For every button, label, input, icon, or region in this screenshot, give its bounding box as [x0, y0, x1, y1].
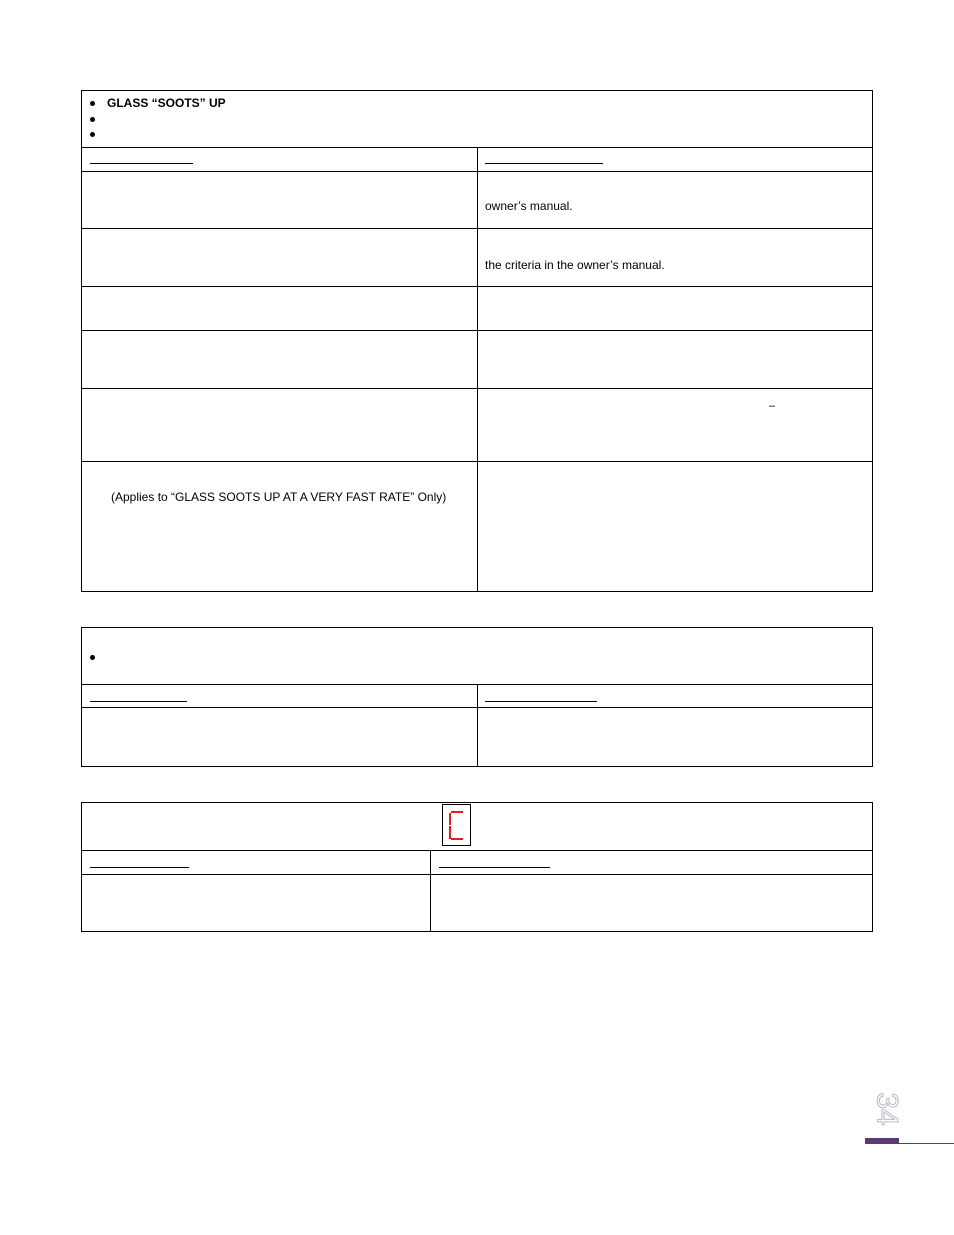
troubleshooting-table-glass-soots: [81, 90, 873, 592]
segment-upper-left: [449, 813, 451, 825]
display-code-c-icon: [442, 804, 471, 846]
remedy-header-underline: [485, 163, 603, 164]
bullet-icon: [90, 655, 95, 660]
row-divider: [82, 461, 872, 462]
cause-header-underline: [90, 701, 187, 702]
page-number-graphic: [866, 1086, 908, 1132]
symptom-text: GLASS “SOOTS” UP: [107, 96, 226, 110]
page-accent-bar: [865, 1138, 899, 1144]
cause-header-underline: [90, 867, 189, 868]
remedy-cell: –: [769, 400, 776, 412]
remedy-cell: owner’s manual.: [485, 199, 573, 213]
troubleshooting-table-2: [81, 627, 873, 767]
row-divider: [82, 874, 872, 875]
cause-cell: (Applies to “GLASS SOOTS UP AT A VERY FAST RATE” Only): [111, 490, 447, 504]
page-accent-line: [899, 1143, 954, 1144]
cause-header-underline: [90, 163, 193, 164]
segment-top: [451, 811, 463, 813]
remedy-header-underline: [439, 867, 550, 868]
row-divider: [82, 228, 872, 229]
remedy-header-underline: [485, 701, 597, 702]
row-divider: [82, 388, 872, 389]
column-divider: [477, 684, 478, 766]
page-number: [866, 1086, 908, 1132]
row-divider: [82, 286, 872, 287]
display-code-label: [443, 805, 444, 806]
row-divider: [82, 850, 872, 851]
column-divider: [477, 147, 478, 591]
bullet-icon: [90, 117, 95, 122]
row-divider: [82, 330, 872, 331]
page-number-text: 34: [870, 1092, 904, 1126]
segment-bottom: [451, 838, 463, 840]
remedy-cell: the criteria in the owner’s manual.: [485, 258, 665, 272]
column-divider: [430, 850, 431, 931]
troubleshooting-table-3: [81, 802, 873, 932]
bullet-icon: [90, 101, 95, 106]
bullet-icon: [90, 132, 95, 137]
